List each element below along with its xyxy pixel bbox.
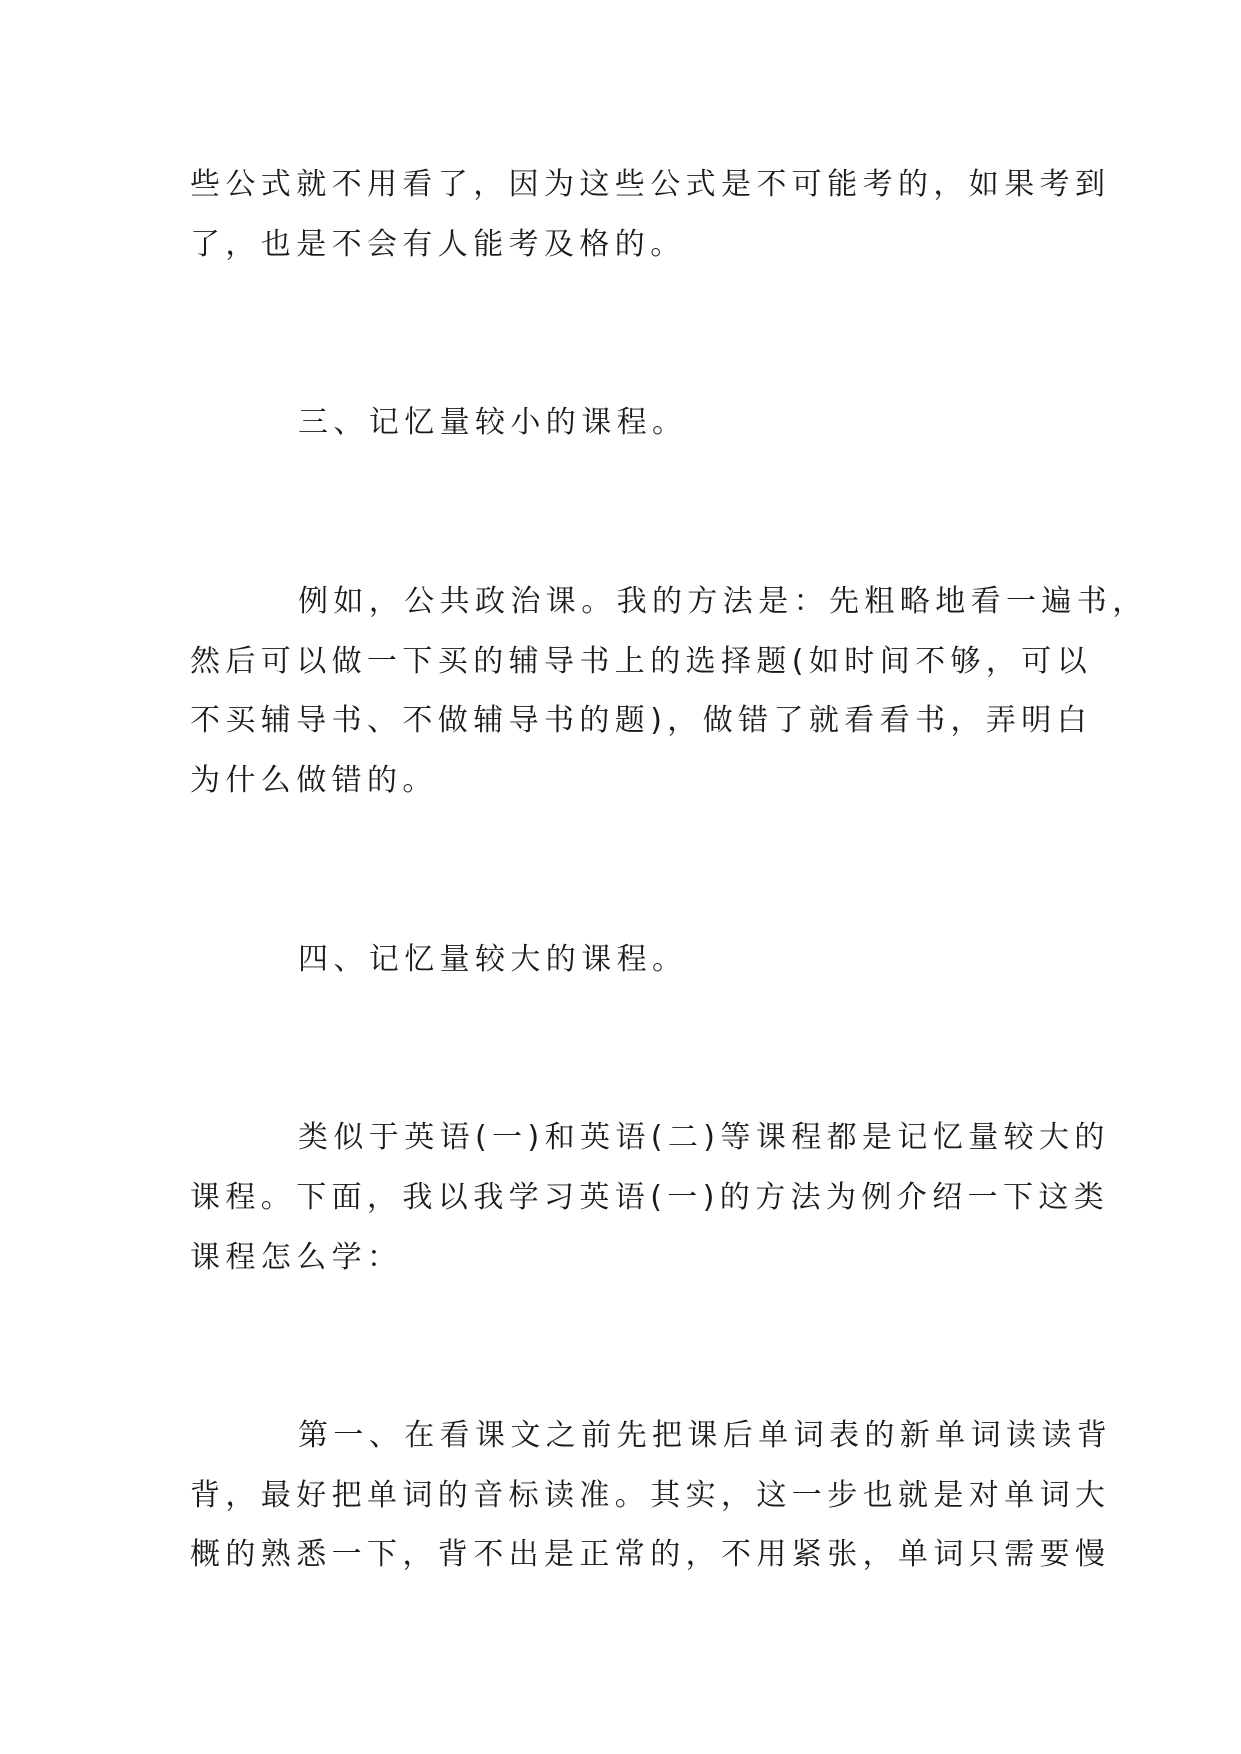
section-heading: 四、记忆量较大的课程。 <box>298 942 688 977</box>
text-line: 些公式就不用看了，因为这些公式是不可能考的，如果考到 <box>190 167 1111 202</box>
text-line: 背，最好把单词的音标读准。其实，这一步也就是对单词大 <box>190 1478 1111 1513</box>
section-heading: 三、记忆量较小的课程。 <box>298 405 688 440</box>
text-line: 第一、在看课文之前先把课后单词表的新单词读读背 <box>298 1418 1113 1453</box>
text-line: 不买辅导书、不做辅导书的题)，做错了就看看书，弄明白 <box>190 703 1093 738</box>
text-line: 了，也是不会有人能考及格的。 <box>190 227 686 262</box>
text-line: 例如，公共政治课。我的方法是：先粗略地看一遍书， <box>298 584 1148 619</box>
text-line: 类似于英语(一)和英语(二)等课程都是记忆量较大的 <box>298 1120 1110 1155</box>
text-line: 然后可以做一下买的辅导书上的选择题(如时间不够，可以 <box>190 644 1093 679</box>
text-line: 课程怎么学： <box>190 1240 403 1275</box>
text-line: 概的熟悉一下，背不出是正常的，不用紧张，单词只需要慢 <box>190 1537 1111 1572</box>
text-line: 为什么做错的。 <box>190 763 438 798</box>
text-line: 课程。下面，我以我学习英语(一)的方法为例介绍一下这类 <box>190 1180 1110 1215</box>
